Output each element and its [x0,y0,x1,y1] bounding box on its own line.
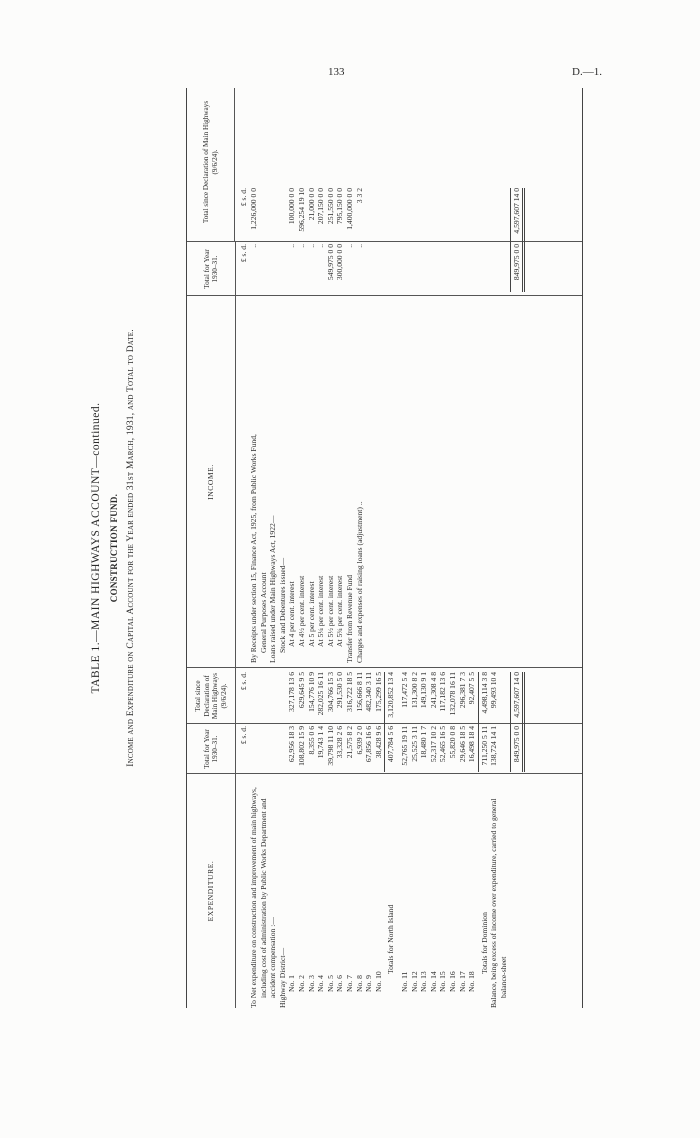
expenditure-row-label: No. 16 [448,971,457,992]
income-row-label: Charges and expenses of raising loans (adjustment) .. [354,501,364,663]
expenditure-since-value: 156,666 8 11 [354,672,364,712]
total-rule [510,672,511,772]
expenditure-row-label: No. 10 [373,971,383,992]
header-since-expenditure: Total since Declaration of Main Highways (9/6/24). [187,668,236,724]
income-year-value: .. [345,244,354,248]
income-since-value: 3 3 2 [354,188,364,204]
expenditure-row-label: No. 11 [400,971,409,992]
total-rule [522,188,523,292]
income-row-label: At 4 per cent. interest [287,581,297,647]
expenditure-since-value: 92,407 5 5 [467,672,477,705]
balance-year: 138,724 14 1 [489,726,499,766]
expenditure-intro-line: accident compensation :— [268,917,278,998]
income-since-value: 100,000 0 0 [287,188,297,225]
total-rule [384,672,385,772]
header-year-income: Total for Year 1930–31. [187,242,236,296]
balance-since: 99,493 10 4 [489,672,499,709]
expenditure-year-value: 21,575 8 2 [345,726,354,759]
income-row-label: Stock and Debentures issued— [277,557,287,653]
dominion-total-label: Totals for Dominion [479,912,489,974]
header-since-income: Total since Declaration of Main Highways (9/6/24). [187,88,235,242]
expenditure-row-label: No. 15 [438,971,448,992]
expenditure-year-value: 108,802 15 9 [297,726,306,766]
fund-title: CONSTRUCTION FUND. [109,493,119,603]
expenditure-year-value: 38,428 9 6 [373,726,383,759]
lsd-label: £ s. d. [239,188,248,207]
expenditure-row-label: No. 6 [335,975,345,992]
expenditure-since-value: 482,340 3 11 [364,672,374,712]
income-row-label: Loans raised under Main Highways Act, 1922— [268,515,278,663]
expenditure-since-value: 291,530 5 0 [335,672,345,709]
header-year-expenditure: Total for Year 1930–31. [187,724,236,774]
expenditure-row-label: No. 13 [419,971,429,992]
expenditure-intro-line: To Net expenditure on construction and improvement of main highways, [249,787,258,1008]
expenditure-since-value: 132,078 16 11 [448,672,457,716]
dominion-total-year: 711,250 5 11 [479,726,489,766]
income-since-value: 251,550 0 0 [325,188,335,225]
balance-label: Balance, being excess of income over expenditure, carried to general [489,798,499,1008]
expenditure-year-value: 18,480 1 7 [419,726,429,759]
expenditure-since-value: 296,381 7 3 [457,672,467,709]
expenditure-row-label: No. 14 [428,971,438,992]
income-year-value: .. [316,244,326,248]
total-rule [522,672,523,772]
income-year-value: .. [249,244,258,248]
income-since-value: 207,150 0 0 [316,188,326,225]
income-year-value: .. [306,244,316,248]
north-island-total-label: Totals for North Island [386,904,396,974]
expenditure-year-value: 52,317 10 2 [428,726,438,763]
expenditure-row-label: No. 18 [467,971,477,992]
expenditure-since-value: 241,308 4 8 [428,672,438,709]
expenditure-year-value: 8,355 0 6 [306,726,316,755]
income-year-value: 300,000 0 0 [335,244,345,281]
table-subtitle: Income and Expenditure on Capital Account for the Year ended 31st March, 1931, and Total to Date. [126,329,136,767]
page-number: 133 [328,66,345,78]
income-year-value: .. [354,244,364,248]
income-since-value: 21,000 0 0 [306,188,316,221]
total-rule [510,188,511,292]
expenditure-intro-line: including cost of administration by Public Works Department and [258,798,268,998]
expenditure-year-value: 19,743 1 4 [316,726,326,759]
income-since-value: 1,226,000 0 0 [249,188,258,230]
expenditure-grand-total-year: 849,975 0 0 [511,726,521,763]
expenditure-row-label: No. 7 [345,975,354,992]
expenditure-row-label: No. 3 [306,975,316,992]
expenditure-year-value: 52,465 16 5 [438,726,448,763]
expenditure-row-label: No. 2 [297,975,306,992]
income-row-label: At 5 per cent. interest [306,581,316,647]
header-expenditure: EXPENDITURE. [187,774,236,1008]
income-row-label: At 5¼ per cent. interest [316,575,326,647]
expenditure-since-value: 629,645 9 5 [297,672,306,709]
column-divider [187,667,582,668]
income-year-value: .. [287,244,297,248]
income-year-value: 549,975 0 0 [325,244,335,281]
expenditure-since-value: 131,300 8 2 [409,672,419,709]
column-divider [187,295,582,296]
income-row-label: Transfer from Revenue Fund [345,574,354,663]
expenditure-row-label: No. 17 [457,971,467,992]
income-row-label: At 5¾ per cent. interest [335,575,345,647]
expenditure-year-value: 29,646 18 5 [457,726,467,763]
income-row-label: At 5½ per cent. interest [325,575,335,647]
expenditure-year-value: 62,956 18 3 [287,726,297,763]
income-since-value: 795,150 0 0 [335,188,345,225]
expenditure-year-value: 55,820 0 8 [448,726,457,759]
income-row-label: General Purposes Account [258,572,268,653]
expenditure-since-value: 175,299 16 5 [373,672,383,712]
dominion-total-since: 4,498,114 3 8 [479,672,489,714]
expenditure-row-label: No. 4 [316,975,326,992]
expenditure-since-value: 117,182 13 6 [438,672,448,712]
expenditure-since-value: 327,178 13 6 [287,672,297,712]
total-rule [524,188,525,292]
expenditure-row-label: No. 1 [287,975,297,992]
lsd-label: £ s. d. [239,726,248,745]
expenditure-since-value: 149,130 9 1 [419,672,429,709]
income-year-value: .. [297,244,306,248]
lsd-label: £ s. d. [239,244,248,263]
table-title: TABLE 1.—MAIN HIGHWAYS ACCOUNT—continued. [90,402,102,694]
expenditure-row-label: No. 12 [409,971,419,992]
expenditure-row-label: No. 8 [354,975,364,992]
expenditure-year-value: 25,525 3 11 [409,726,419,762]
account-table [186,88,583,1008]
header-income: INCOME. [187,296,236,668]
total-rule [524,672,525,772]
income-grand-total-since: 4,597,607 14 0 [511,188,521,234]
expenditure-year-value: 6,939 2 0 [354,726,364,755]
income-since-value: 1,400,000 0 0 [345,188,354,230]
expenditure-since-value: 154,776 10 9 [306,672,316,712]
expenditure-since-value: 316,722 18 5 [345,672,354,712]
expenditure-grand-total-since: 4,597,607 14 0 [511,672,521,718]
rotated-table-page [90,88,610,1008]
income-since-value: 596,254 19 10 [297,188,306,232]
expenditure-since-value: 304,766 15 3 [325,672,335,712]
expenditure-year-value: 39,798 11 10 [325,726,335,766]
expenditure-year-value: 67,856 16 6 [364,726,374,763]
income-row-label: By Receipts under section 15, Finance Act, 1925, from Public Works Fund, [249,434,258,663]
north-island-total-year: 407,784 5 6 [386,726,396,763]
document-code: D.—1. [572,66,602,78]
income-grand-total-year: 849,975 0 0 [511,244,521,281]
north-island-total-since: 3,120,852 13 4 [386,672,396,718]
expenditure-year-value: 16,498 18 4 [467,726,477,763]
expenditure-year-value: 33,328 2 6 [335,726,345,759]
balance-label-continued: balance-sheet [499,956,508,998]
column-divider [187,773,582,774]
lsd-label: £ s. d. [239,672,248,691]
expenditure-intro-line: Highway District— [277,947,287,1008]
expenditure-row-label: No. 9 [364,975,374,992]
total-rule [478,672,479,772]
expenditure-row-label: No. 5 [325,975,335,992]
expenditure-since-value: 282,025 16 11 [316,672,326,716]
income-row-label: At 4½ per cent. interest [297,575,306,647]
expenditure-year-value: 52,765 19 11 [400,726,409,766]
expenditure-since-value: 117,472 5 4 [400,672,409,708]
